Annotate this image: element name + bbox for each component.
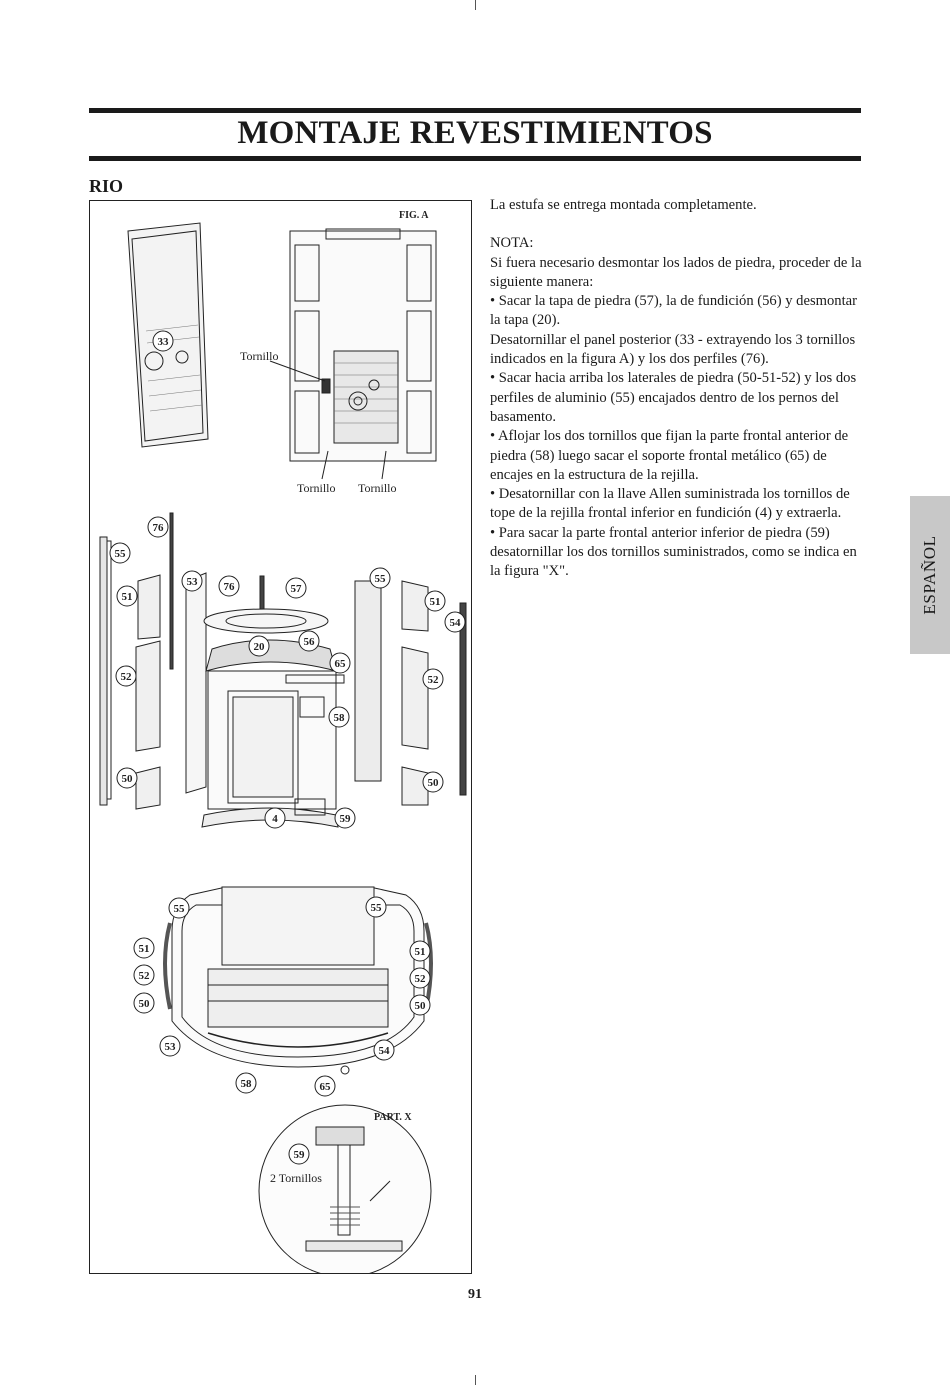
instruction-paragraph: • Para sacar la parte frontal anterior inferior de piedra (59) desatornillar los dos tornillos suministrados, como se indica en la figura "X". <box>490 524 857 580</box>
page-number: 91 <box>468 1287 482 1302</box>
callout-58: 58 <box>240 1078 252 1090</box>
callout-52: 52 <box>138 970 150 982</box>
intro-paragraph: La estufa se entrega montada completamente. <box>490 197 757 213</box>
callout-52: 52 <box>427 674 439 686</box>
callout-50: 50 <box>121 773 133 785</box>
callout-52: 52 <box>120 671 132 683</box>
exploded-view-drawing <box>100 513 466 827</box>
callout-51: 51 <box>121 591 133 603</box>
callout-51: 51 <box>138 943 150 955</box>
language-tab-label: ESPAÑOL <box>920 535 939 615</box>
screws-label: 2 Tornillos <box>270 1171 322 1185</box>
callout-55: 55 <box>374 573 386 585</box>
callout-52: 52 <box>414 973 426 985</box>
callout-76: 76 <box>223 581 235 593</box>
callout-56: 56 <box>303 636 315 648</box>
section-title: RIO <box>89 176 124 196</box>
part-x-drawing <box>259 1105 431 1274</box>
language-tab <box>910 496 950 654</box>
rear-frame-drawing <box>270 229 436 479</box>
callout-54: 54 <box>449 617 461 629</box>
instruction-paragraph: • Desatornillar con la llave Allen suministrada los tornillos de tope de la rejilla frontal inferior en fundición (4) y extraerla. <box>490 486 850 522</box>
fig-a-label: FIG. A <box>399 210 429 221</box>
callout-50: 50 <box>427 777 439 789</box>
assembly-figure <box>89 200 472 1274</box>
callout-55: 55 <box>173 903 185 915</box>
title-rule-bottom <box>89 156 861 161</box>
callout-53: 53 <box>186 576 198 588</box>
callout-4: 4 <box>272 813 278 825</box>
callout-53: 53 <box>164 1041 176 1053</box>
callout-50: 50 <box>414 1000 426 1012</box>
callout-50: 50 <box>138 998 150 1010</box>
instructions-text <box>490 196 868 582</box>
callout-58: 58 <box>333 712 345 724</box>
page-title: MONTAJE REVESTIMIENTOS <box>237 115 713 151</box>
crop-mark-top <box>475 0 476 10</box>
callout-59: 59 <box>293 1149 305 1161</box>
callout-20: 20 <box>253 641 265 653</box>
note-heading: NOTA: <box>490 235 534 252</box>
callout-51: 51 <box>414 946 426 958</box>
screw-label-2: Tornillo <box>297 481 336 495</box>
screw-label-1: Tornillo <box>240 349 279 363</box>
callout-76: 76 <box>152 522 164 534</box>
screw-label-3: Tornillo <box>358 481 397 495</box>
instruction-paragraph: Si fuera necesario desmontar los lados de piedra, proceder de la siguiente manera: <box>490 254 862 290</box>
callout-65: 65 <box>319 1081 331 1093</box>
callout-55: 55 <box>114 548 126 560</box>
callout-57: 57 <box>290 583 302 595</box>
callout-59: 59 <box>339 813 351 825</box>
callout-51: 51 <box>429 596 441 608</box>
instruction-paragraph: • Sacar hacia arriba los laterales de piedra (50-51-52) y los dos perfiles de aluminio (55) encajados dentro de los pernos del basamento. <box>490 370 857 425</box>
callout-33: 33 <box>157 336 169 348</box>
assembly-drawing <box>90 201 472 1274</box>
callout-54: 54 <box>378 1045 390 1057</box>
instruction-paragraph: Desatornillar el panel posterior (33 - extrayendo los 3 tornillos indicados en la figura A) y los dos perfiles (76). <box>490 331 856 368</box>
callout-55: 55 <box>370 902 382 914</box>
part-x-label: PART. X <box>374 1112 412 1123</box>
callout-65: 65 <box>334 658 346 670</box>
instruction-paragraph: • Sacar la tapa de piedra (57), la de fundición (56) y desmontar la tapa (20). <box>490 293 857 329</box>
instruction-paragraph: • Aflojar los dos tornillos que fijan la parte frontal anterior de piedra (58) luego sacar el soporte frontal metálico (65) de encajes en la estructura de la rejilla. <box>490 428 849 483</box>
crop-mark-bottom <box>475 1375 476 1385</box>
